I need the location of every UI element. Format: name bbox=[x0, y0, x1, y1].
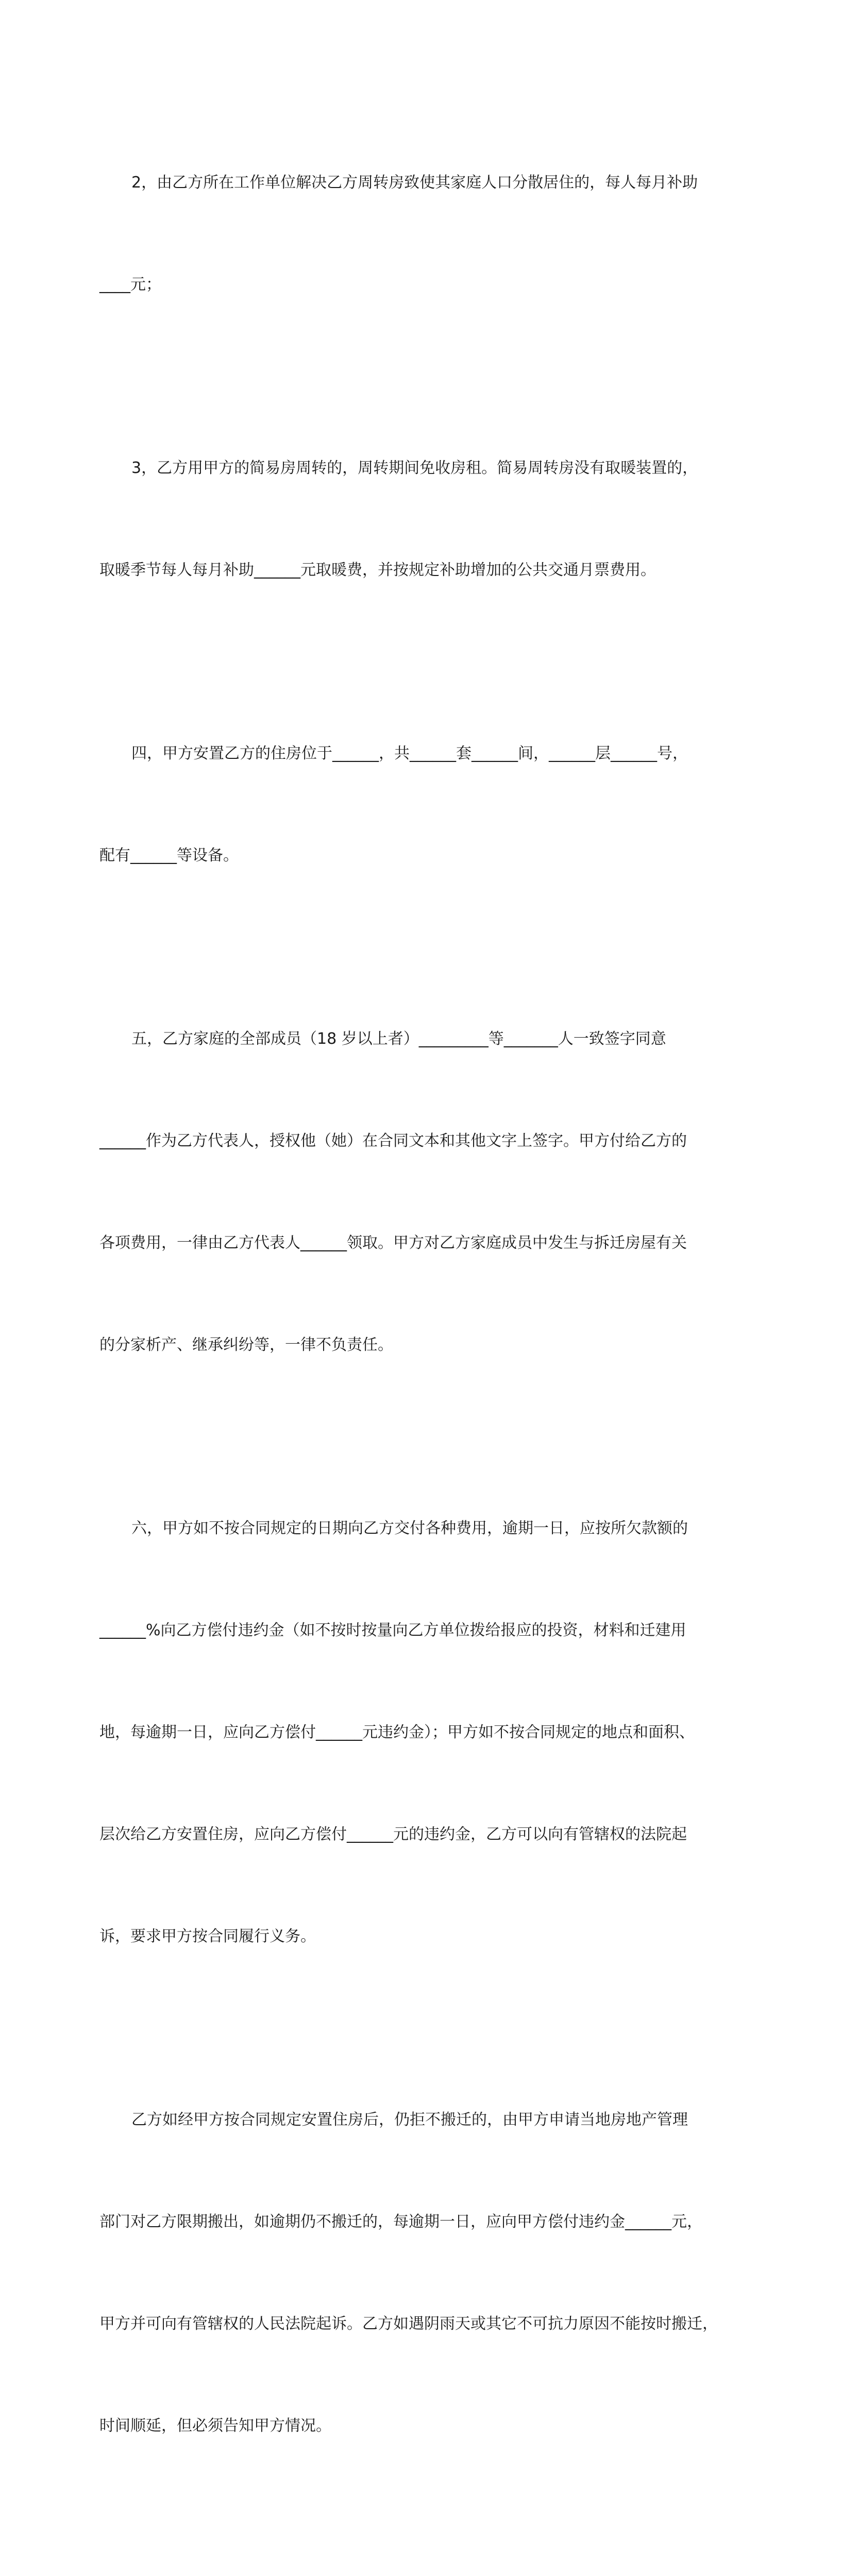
text-line: 的分家析产、继承纠纷等，一律不负责任。 bbox=[99, 1336, 393, 1354]
text-line: 诉，要求甲方按合同履行义务。 bbox=[99, 1927, 316, 1945]
section-5-paragraph bbox=[99, 954, 749, 1430]
text-line: 地，每逾期一日，应向乙方偿付______元违约金）；甲方如不按合同规定的地点和面积、 bbox=[99, 1723, 695, 1741]
text-line: ______%向乙方偿付违约金（如不按时按量向乙方单位拨给报应的投资，材料和迁建用 bbox=[99, 1621, 686, 1639]
text-line: 四，甲方安置乙方的住房位于______，共______套______间，______层______号， bbox=[131, 744, 688, 762]
section-6-paragraph bbox=[99, 1444, 749, 2022]
document-body bbox=[99, 98, 749, 2576]
clause-2-paragraph bbox=[99, 98, 749, 370]
text-line: 配有______等设备。 bbox=[99, 846, 239, 865]
text-line: 层次给乙方安置住房，应向乙方偿付______元的违约金，乙方可以向有管辖权的法院起 bbox=[99, 1825, 687, 1843]
text-line: ____元； bbox=[99, 276, 161, 294]
text-line: ______作为乙方代表人，授权他（她）在合同文本和其他文字上签字。甲方付给乙方的 bbox=[99, 1132, 687, 1150]
text-line: 2，由乙方所在工作单位解决乙方周转房致使其家庭人口分散居住的，每人每月补助 bbox=[131, 174, 698, 192]
text-line: 时间顺延，但必须告知甲方情况。 bbox=[99, 2417, 331, 2435]
text-line: 取暖季节每人每月补助______元取暖费，并按规定补助增加的公共交通月票费用。 bbox=[99, 561, 656, 579]
text-line: 乙方如经甲方按合同规定安置住房后，仍拒不搬迁的，由甲方申请当地房地产管理 bbox=[131, 2111, 688, 2129]
relocation-refusal-paragraph bbox=[99, 2035, 749, 2511]
clause-3-paragraph bbox=[99, 383, 749, 655]
text-line: 甲方并可向有管辖权的人民法院起诉。乙方如遇阴雨天或其它不可抗力原因不能按时搬迁， bbox=[99, 2315, 718, 2333]
text-line: 五，乙方家庭的全部成员（18 岁以上者）_________等_______人一致签字同意 bbox=[131, 1030, 666, 1048]
text-line: 部门对乙方限期搬出，如逾期仍不搬迁的，每逾期一日，应向甲方偿付违约金______元， bbox=[99, 2213, 702, 2231]
section-7-heading bbox=[99, 2524, 749, 2576]
section-4-paragraph bbox=[99, 669, 749, 941]
text-line: 各项费用，一律由乙方代表人______领取。甲方对乙方家庭成员中发生与拆迁房屋有关 bbox=[99, 1234, 687, 1252]
text-line: 六，甲方如不按合同规定的日期向乙方交付各种费用，逾期一日，应按所欠款额的 bbox=[131, 1519, 688, 1537]
text-line: 3，乙方用甲方的简易房周转的，周转期间免收房租。简易周转房没有取暖装置的， bbox=[131, 459, 698, 477]
